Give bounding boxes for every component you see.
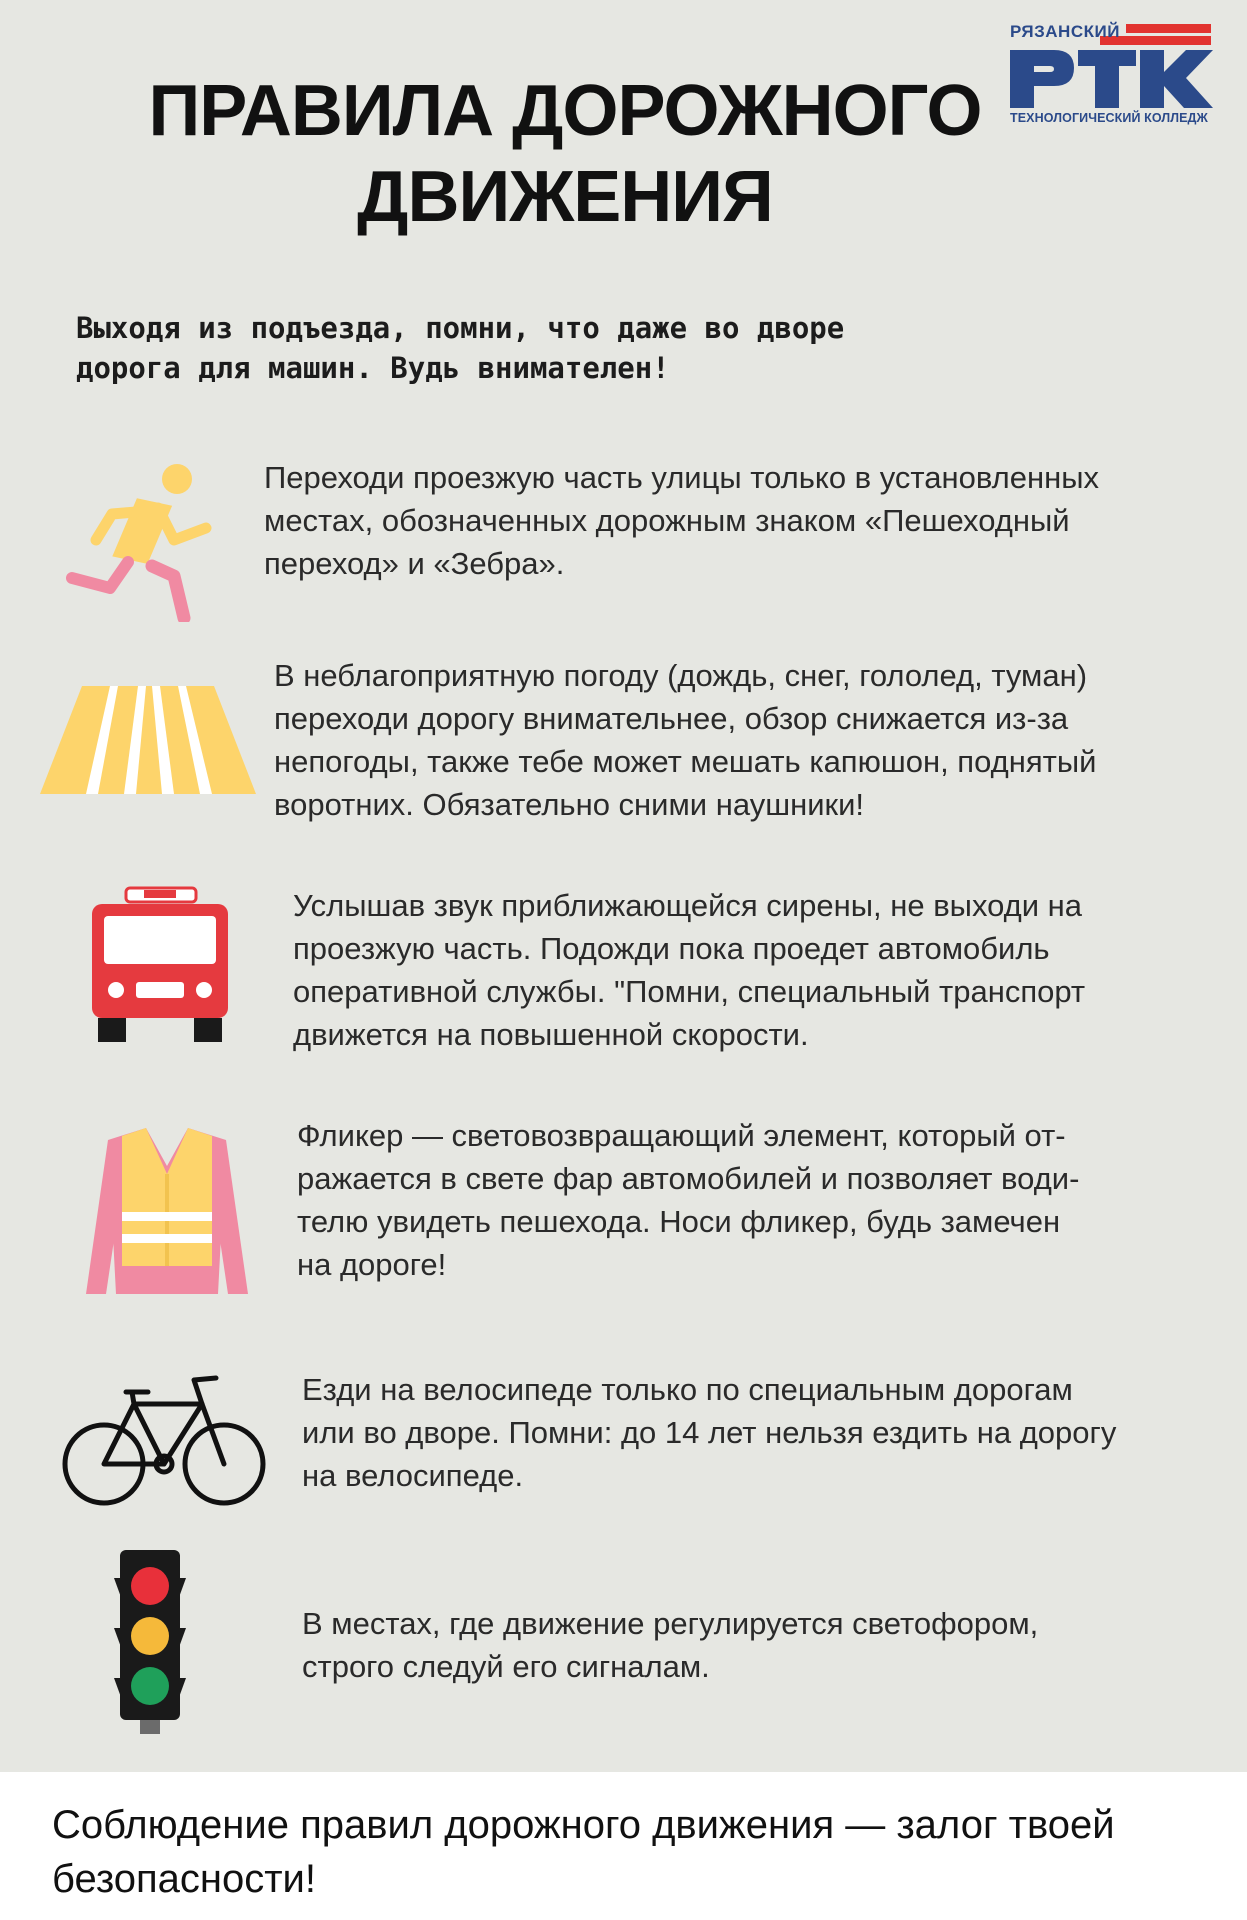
emergency-vehicle-icon [90,886,230,1046]
footer-text [52,1798,1115,1906]
page-title [0,68,1130,240]
footer-banner [0,1772,1247,1920]
bicycle-icon [62,1370,268,1510]
logo-top-text: РЯЗАНСКИЙ [1010,22,1120,41]
footer-line-2: безопасности! [52,1857,316,1901]
rule-3-text [293,884,1085,1056]
rule-3-line-3: оперативной службы. "Помни, специальный транспорт [293,974,1086,1009]
intro-text [76,308,1056,388]
rule-2-line-2: переходи дорогу внимательнее, обзор снижается из-за [274,701,1069,736]
title-line-1: ПРАВИЛА ДОРОЖНОГО [148,71,982,151]
rule-3-line-2: проезжую часть. Подожди пока проедет автомобиль [293,931,1050,966]
rule-4-line-3: телю увидеть пешехода. Носи фликер, будь замечен [297,1204,1061,1239]
running-person-icon [66,462,216,622]
intro-line-1: Выходя из подъезда, помни, что даже во дворе [76,311,845,345]
rule-6-line-1: В местах, где движение регулируется светофором, [302,1606,1039,1641]
rule-4-line-2: ражается в свете фар автомобилей и позволяет води- [297,1161,1080,1196]
rule-1-text [264,456,1099,585]
rule-6-text [302,1602,1038,1688]
rule-2-line-4: воротних. Обязательно сними наушники! [274,787,865,822]
rule-5-line-3: на велосипеде. [302,1458,524,1493]
traffic-light-icon [110,1548,190,1736]
rule-2-line-1: В неблагоприятную погоду (дождь, снег, гололед, туман) [274,658,1088,693]
rule-1-line-3: переход» и «Зебра». [264,546,565,581]
rule-1-line-2: местах, обозначенных дорожным знаком «Пешеходный [264,503,1070,538]
footer-line-1: Соблюдение правил дорожного движения — залог твоей [52,1803,1115,1847]
rule-3-line-4: движется на повышенной скорости. [293,1017,809,1052]
rule-5-line-1: Езди на велосипеде только по специальным дорогам [302,1372,1073,1407]
logo-bottom-text: ТЕХНОЛОГИЧЕСКИЙ КОЛЛЕДЖ [1010,111,1208,125]
rule-2-text [274,654,1096,826]
intro-line-2: дорога для машин. Вудь внимателен! [76,351,670,385]
rule-5-line-2: или во дворе. Помни: до 14 лет нельзя ездить на дорогу [302,1415,1117,1450]
rule-4-line-1: Фликер — световозвращающий элемент, который от- [297,1118,1066,1153]
reflective-vest-icon [86,1126,248,1296]
crosswalk-icon [40,686,256,796]
rule-3-line-1: Услышав звук приближающейся сирены, не выходи на [293,888,1083,923]
rule-6-line-2: строго следуй его сигналам. [302,1649,710,1684]
title-line-2: ДВИЖЕНИЯ [357,157,773,237]
rule-4-line-4: на дороге! [297,1247,447,1282]
rule-2-line-3: непогоды, также тебе может мешать капюшон, поднятый [274,744,1097,779]
rule-4-text [297,1114,1079,1286]
rule-1-line-1: Переходи проезжую часть улицы только в установленных [264,460,1099,495]
rule-5-text [302,1368,1116,1497]
college-logo [1008,22,1213,132]
